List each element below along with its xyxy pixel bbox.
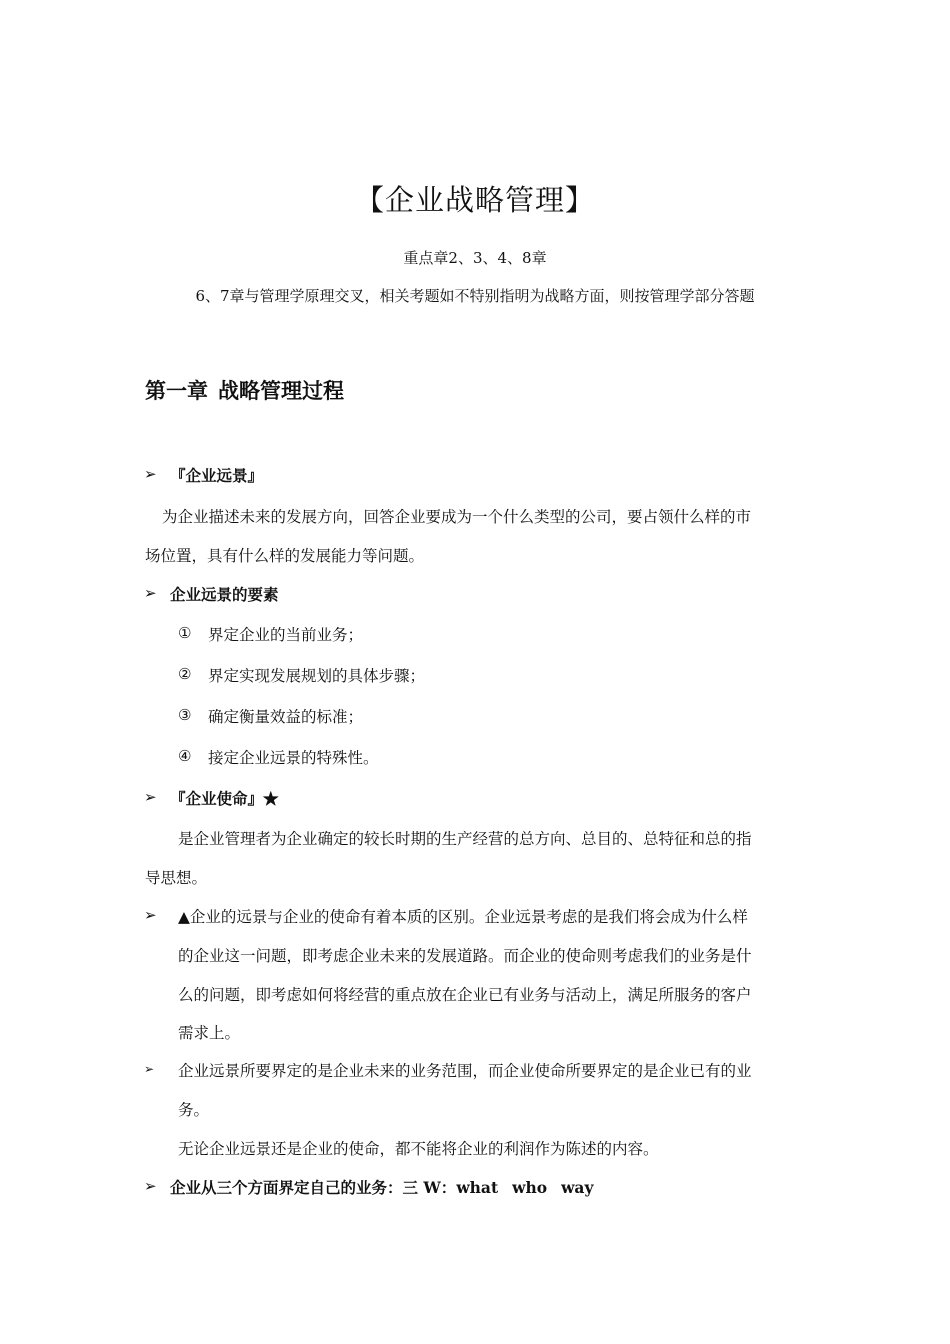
bullet-arrow-icon: ➢	[144, 906, 157, 924]
list-number: ①	[178, 624, 192, 642]
mission-paragraph-line: 导思想。	[145, 869, 208, 887]
three-w-label: 企业从三个方面界定自己的业务：三 W：	[170, 1178, 457, 1197]
three-w-heading	[170, 1176, 594, 1198]
cross-reference-note: 6、7章与管理学原理交叉，相关考题如不特别指明为战略方面，则按管理学部分答题	[195, 287, 755, 305]
mission-paragraph-line: 是企业管理者为企业确定的较长时期的生产经营的总方向、总目的、总特征和总的指	[178, 830, 752, 848]
list-item: 确定衡量效益的标准；	[208, 708, 364, 726]
chapter-label: 第一章	[145, 379, 208, 403]
difference-paragraph-line: ▲企业的远景与企业的使命有着本质的区别。企业远景考虑的是我们将会成为什么样	[178, 908, 748, 926]
list-number: ③	[178, 706, 192, 724]
three-w-item: way	[561, 1178, 594, 1197]
chapter-heading	[145, 375, 344, 405]
vision-heading: 『企业远景』	[170, 466, 264, 485]
bullet-arrow-icon: ➢	[144, 465, 157, 483]
vision-paragraph-line: 场位置，具有什么样的发展能力等问题。	[145, 547, 425, 565]
chapter-name: 战略管理过程	[218, 379, 344, 403]
difference-paragraph-line: 么的问题，即考虑如何将经营的重点放在企业已有业务与活动上，满足所服务的客户	[178, 986, 752, 1004]
list-item: 界定企业的当前业务；	[208, 626, 364, 644]
list-item: 接定企业远景的特殊性。	[208, 749, 379, 767]
list-item: 界定实现发展规划的具体步骤；	[208, 667, 426, 685]
three-w-item: what	[456, 1178, 499, 1197]
vision-elements-heading: 企业远景的要素	[170, 585, 279, 604]
bullet-arrow-icon: ➢	[144, 1062, 155, 1076]
scope-paragraph-line: 务。	[178, 1101, 210, 1119]
difference-paragraph-line: 需求上。	[178, 1024, 241, 1042]
mission-heading: 『企业使命』★	[170, 789, 279, 808]
difference-paragraph-line: 的企业这一问题，即考虑企业未来的发展道路。而企业的使命则考虑我们的业务是什	[178, 947, 752, 965]
key-chapters-note: 重点章2、3、4、8章	[403, 249, 547, 267]
bullet-arrow-icon: ➢	[144, 788, 157, 806]
list-number: ④	[178, 747, 192, 765]
list-number: ②	[178, 665, 192, 683]
scope-paragraph-line: 企业远景所要界定的是企业未来的业务范围，而企业使命所要界定的是企业已有的业	[178, 1062, 752, 1080]
bullet-arrow-icon: ➢	[144, 1177, 157, 1195]
vision-paragraph-line: 为企业描述未来的发展方向，回答企业要成为一个什么类型的公司，要占领什么样的市	[162, 508, 752, 526]
document-title: 【企业战略管理】	[354, 183, 595, 217]
profit-note: 无论企业远景还是企业的使命，都不能将企业的利润作为陈述的内容。	[178, 1140, 659, 1158]
bullet-arrow-icon: ➢	[144, 584, 157, 602]
three-w-item: who	[512, 1178, 548, 1197]
